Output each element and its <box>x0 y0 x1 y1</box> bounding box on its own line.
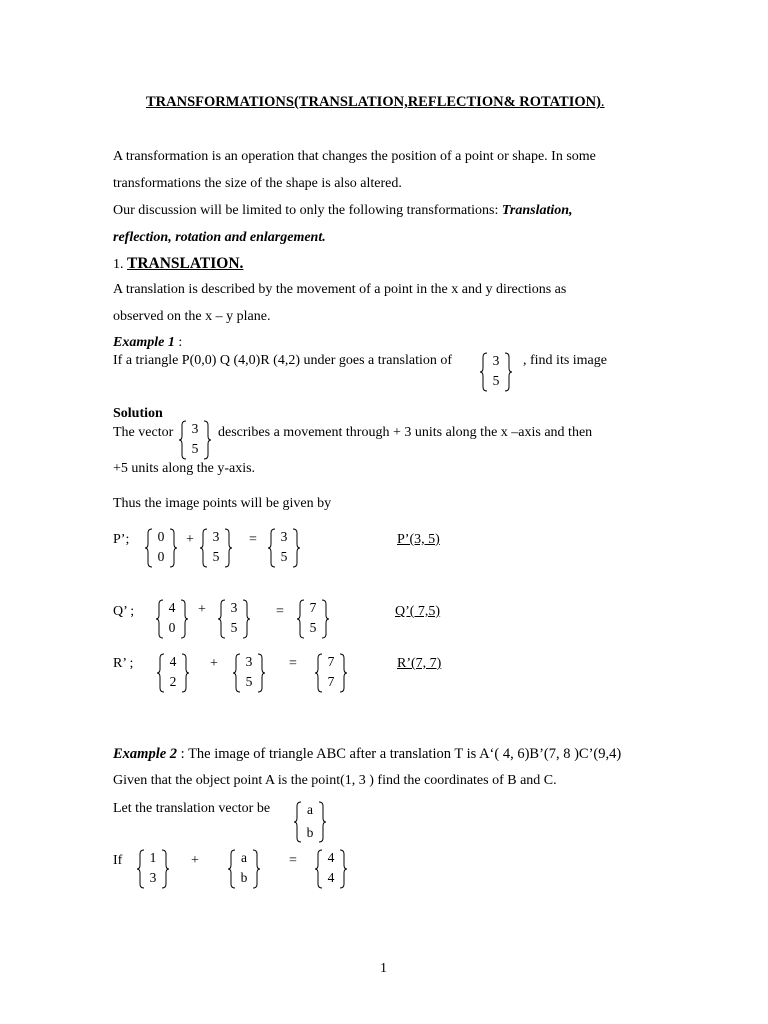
translation-vector <box>295 801 325 843</box>
vector-bottom: 2 <box>169 674 177 689</box>
vector-top: 0 <box>157 529 165 544</box>
row-r-vector-c <box>316 653 346 693</box>
vector-top: 3 <box>191 421 199 436</box>
title-text: TRANSFORMATIONS(TRANSLATION,REFLECTION& ROTATION) <box>146 94 601 110</box>
row-p-vector-a <box>146 528 176 568</box>
equals-sign: = <box>276 604 284 619</box>
solution-label: Solution <box>113 406 163 421</box>
vector-bottom: 5 <box>245 674 253 689</box>
vector-top: 3 <box>245 654 253 669</box>
plus-sign: + <box>186 532 194 547</box>
vector-bottom: 5 <box>280 549 288 564</box>
vector-bottom: 5 <box>212 549 220 564</box>
example-1-vector <box>481 352 511 392</box>
intro-line-3-text: Our discussion will be limited to only the following transformations: <box>113 203 502 218</box>
row-r-result: R’(7, 7) <box>397 656 442 671</box>
section-number: 1. <box>113 257 127 272</box>
equals-sign: = <box>289 853 297 868</box>
row-q-vector-a <box>157 599 187 639</box>
example-1-label-text: Example 1 <box>113 335 175 350</box>
vector-top: 3 <box>230 600 238 615</box>
vector-top: 4 <box>327 850 335 865</box>
example-2-label: Example 2 <box>113 746 178 762</box>
example-2-intro <box>113 747 621 762</box>
row-r-vector-a <box>158 653 188 693</box>
title-dot: . <box>600 94 605 110</box>
equals-sign: = <box>249 532 257 547</box>
if-label: If <box>113 853 123 868</box>
example-1-question-suffix: , find its image <box>523 353 607 368</box>
example-2-intro-text: : The image of triangle ABC after a translation T is A‘( 4, 6)B’(7, 8 )C’(9,4) <box>177 746 622 762</box>
row-q-vector-b <box>219 599 249 639</box>
plus-sign: + <box>210 656 218 671</box>
solution-prefix: The vector <box>113 425 174 440</box>
solution-suffix: describes a movement through + 3 units along the x –axis and then <box>218 425 593 440</box>
row-q-label: Q’ ; <box>113 604 135 619</box>
vector-top: a <box>241 850 247 865</box>
vector-bottom: 7 <box>327 674 335 689</box>
vector-top: 4 <box>168 600 176 615</box>
if-vector-b <box>229 849 259 889</box>
row-r-label: R’ ; <box>113 656 134 671</box>
vector-bottom: 0 <box>168 620 176 635</box>
row-p-vector-c <box>269 528 299 568</box>
section-heading-text: TRANSLATION. <box>127 255 244 272</box>
solution-line-2: +5 units along the y-axis. <box>113 461 256 476</box>
vector-bottom: 5 <box>309 620 317 635</box>
vector-bottom: b <box>240 870 248 885</box>
vector-bottom: 5 <box>191 441 199 456</box>
example-1-question: If a triangle P(0,0) Q (4,0)R (4,2) under goes a translation of <box>113 353 453 368</box>
vector-top: 4 <box>169 654 177 669</box>
vector-top: 3 <box>492 353 500 368</box>
example-1-label <box>113 336 182 350</box>
row-p-vector-b <box>201 528 231 568</box>
section-desc-line-1: A translation is described by the movement of a point in the x and y directions as <box>113 282 567 297</box>
vector-bottom: 5 <box>230 620 238 635</box>
intro-line-4: reflection, rotation and enlargement. <box>113 230 326 245</box>
vector-bottom: 3 <box>149 870 157 885</box>
thus-line: Thus the image points will be given by <box>113 496 332 511</box>
vector-top: 7 <box>327 654 335 669</box>
if-vector-c <box>316 849 346 889</box>
vector-top: 3 <box>280 529 288 544</box>
example-2-line-2: Given that the object point A is the point(1, 3 ) find the coordinates of B and C. <box>113 773 557 788</box>
example-2-line-3: Let the translation vector be <box>113 801 271 816</box>
plus-sign: + <box>198 602 206 617</box>
vector-top: 7 <box>309 600 317 615</box>
page-title <box>146 95 605 110</box>
vector-bottom: 5 <box>492 373 500 388</box>
section-desc-line-2: observed on the x – y plane. <box>113 309 271 324</box>
section-heading <box>113 256 243 272</box>
intro-line-3-bold: Translation, <box>501 203 573 218</box>
vector-bottom: b <box>306 825 314 840</box>
if-vector-a <box>138 849 168 889</box>
vector-top: a <box>307 802 313 817</box>
intro-line-1: A transformation is an operation that changes the position of a point or shape. In some <box>113 149 596 164</box>
row-r-vector-b <box>234 653 264 693</box>
equals-sign: = <box>289 656 297 671</box>
row-q-vector-c <box>298 599 328 639</box>
vector-top: 1 <box>149 850 157 865</box>
intro-line-2: transformations the size of the shape is also altered. <box>113 176 402 191</box>
example-1-label-suffix: : <box>174 335 183 350</box>
intro-line-3 <box>113 204 573 218</box>
row-p-label: P’; <box>113 532 130 547</box>
vector-bottom: 0 <box>157 549 165 564</box>
page-number: 1 <box>380 961 387 976</box>
plus-sign: + <box>191 853 199 868</box>
solution-vector <box>180 420 210 460</box>
row-p-result: P’(3, 5) <box>397 532 440 547</box>
vector-bottom: 4 <box>327 870 335 885</box>
row-q-result: Q’( 7,5) <box>395 604 441 619</box>
vector-top: 3 <box>212 529 220 544</box>
